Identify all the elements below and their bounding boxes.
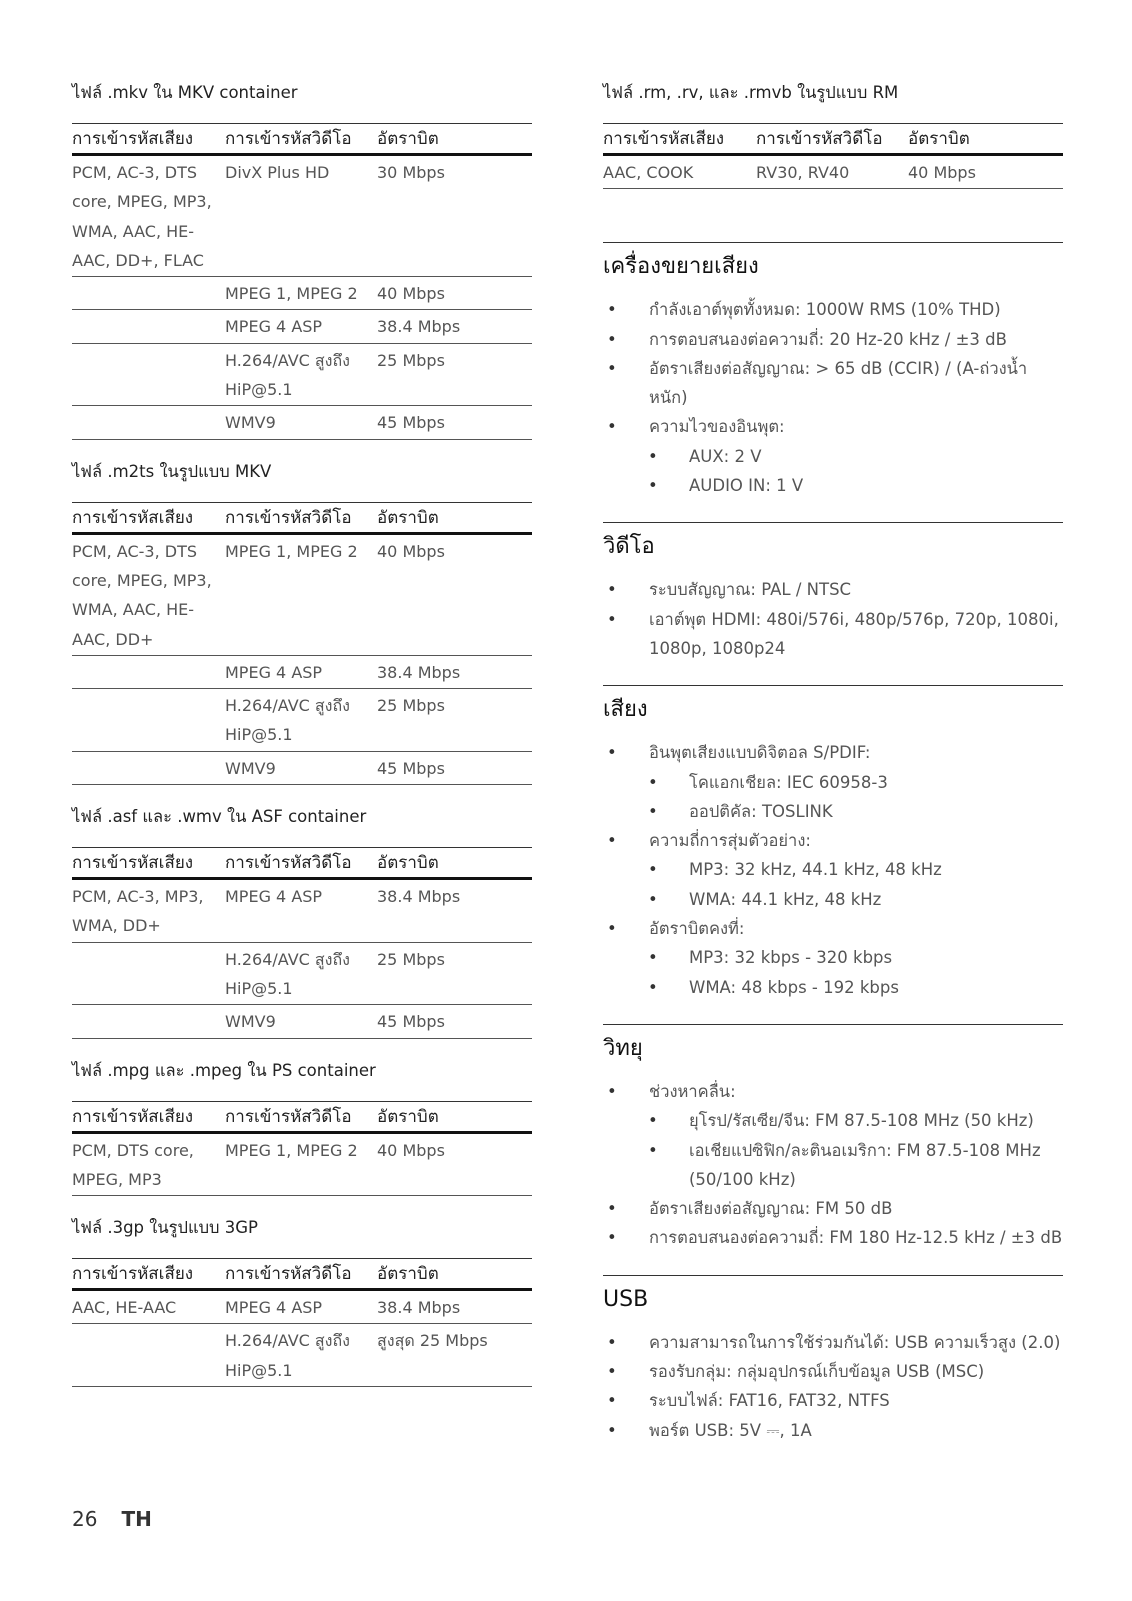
codec-table bbox=[72, 502, 532, 785]
bitrate-cell: สูงสุด 25 Mbps bbox=[377, 1324, 532, 1387]
codec-table bbox=[72, 847, 532, 1038]
table-title: ไฟล์ .mpg และ .mpeg ใน PS container bbox=[72, 1060, 376, 1080]
table-header bbox=[72, 848, 532, 879]
section-title: วิดีโอ bbox=[603, 534, 655, 560]
header-row bbox=[72, 1101, 532, 1132]
audio-codec-cell bbox=[72, 1005, 225, 1038]
audio-codec-cell bbox=[72, 343, 225, 406]
audio-codec-cell bbox=[72, 1324, 225, 1387]
header-row bbox=[72, 1259, 532, 1290]
table-body bbox=[72, 533, 532, 784]
audio-codec-header: การเข้ารหัสเสียง bbox=[72, 848, 225, 879]
spec-subitem: • โคแอกเชียล: IEC 60958-3 bbox=[603, 768, 1063, 797]
audio-codec-header: การเข้ารหัสเสียง bbox=[72, 502, 225, 533]
audio-codec-cell: PCM, AC-3, DTS core, MPEG, MP3, WMA, AAC, HE-AAC, DD+, FLAC bbox=[72, 155, 225, 277]
video-codec-cell: MPEG 4 ASP bbox=[225, 310, 377, 343]
bitrate-cell: 30 Mbps bbox=[377, 155, 532, 277]
spec-subitem: • WMA: 44.1 kHz, 48 kHz bbox=[603, 885, 1063, 914]
page-footer bbox=[72, 1507, 152, 1531]
table-header bbox=[603, 124, 1063, 155]
table-row bbox=[72, 533, 532, 655]
video-codec-cell: H.264/AVC สูงถึง HiP@5.1 bbox=[225, 1324, 377, 1387]
spec-subitem: • ยุโรป/รัสเซีย/จีน: FM 87.5-108 MHz (50 kHz) bbox=[603, 1106, 1063, 1135]
table-body bbox=[603, 155, 1063, 189]
header-row bbox=[603, 124, 1063, 155]
table-row bbox=[72, 277, 532, 310]
spec-item: • ความสามารถในการใช้ร่วมกันได้: USB ความเร็วสูง (2.0) bbox=[603, 1328, 1063, 1357]
spec-list bbox=[603, 1328, 1063, 1445]
spec-item: • ระบบไฟล์: FAT16, FAT32, NTFS bbox=[603, 1386, 1063, 1415]
spec-item: • รองรับกลุ่ม: กลุ่มอุปกรณ์เก็บข้อมูล USB (MSC) bbox=[603, 1357, 1063, 1386]
bitrate-cell: 40 Mbps bbox=[377, 533, 532, 655]
right-column bbox=[603, 76, 1063, 1445]
audio-codec-cell bbox=[72, 942, 225, 1005]
table-row bbox=[72, 655, 532, 688]
bitrate-cell: 45 Mbps bbox=[377, 1005, 532, 1038]
table-title: ไฟล์ .3gp ในรูปแบบ 3GP bbox=[72, 1218, 259, 1238]
spec-subitem: • ออปติคัล: TOSLINK bbox=[603, 797, 1063, 826]
video-codec-cell: MPEG 1, MPEG 2 bbox=[225, 533, 377, 655]
bitrate-cell: 25 Mbps bbox=[377, 942, 532, 1005]
bitrate-cell: 38.4 Mbps bbox=[377, 1290, 532, 1324]
video-codec-cell: RV30, RV40 bbox=[756, 155, 908, 189]
audio-codec-header: การเข้ารหัสเสียง bbox=[72, 1259, 225, 1290]
video-codec-cell: H.264/AVC สูงถึง HiP@5.1 bbox=[225, 343, 377, 406]
audio-codec-header: การเข้ารหัสเสียง bbox=[603, 124, 756, 155]
table-title: ไฟล์ .mkv ใน MKV container bbox=[72, 83, 298, 102]
codec-table bbox=[72, 1258, 532, 1387]
codec-table bbox=[72, 123, 532, 440]
audio-codec-cell: AAC, COOK bbox=[603, 155, 756, 189]
bitrate-cell: 38.4 Mbps bbox=[377, 655, 532, 688]
spec-list bbox=[603, 295, 1063, 500]
spec-item: • อินพุตเสียงแบบดิจิตอล S/PDIF: bbox=[603, 738, 1063, 767]
spec-section bbox=[603, 1275, 1063, 1445]
video-codec-cell: DivX Plus HD bbox=[225, 155, 377, 277]
table-row bbox=[72, 310, 532, 343]
bitrate-header: อัตราบิต bbox=[377, 1101, 532, 1132]
bitrate-header: อัตราบิต bbox=[377, 502, 532, 533]
table-body bbox=[72, 879, 532, 1038]
codec-table bbox=[72, 1101, 532, 1197]
spec-section bbox=[603, 242, 1063, 500]
spec-list bbox=[603, 738, 1063, 1002]
audio-codec-header: การเข้ารหัสเสียง bbox=[72, 124, 225, 155]
spec-item: • อัตราบิตคงที่: bbox=[603, 914, 1063, 943]
table-row bbox=[72, 406, 532, 439]
section-title: วิทยุ bbox=[603, 1035, 643, 1061]
audio-codec-cell bbox=[72, 689, 225, 752]
codec-table bbox=[603, 123, 1063, 189]
spec-item: • ความไวของอินพุต: bbox=[603, 412, 1063, 441]
video-codec-header: การเข้ารหัสวิดีโอ bbox=[225, 124, 377, 155]
video-codec-cell: MPEG 1, MPEG 2 bbox=[225, 277, 377, 310]
video-codec-cell: MPEG 1, MPEG 2 bbox=[225, 1132, 377, 1196]
header-row bbox=[72, 502, 532, 533]
bitrate-cell: 45 Mbps bbox=[377, 406, 532, 439]
table-header bbox=[72, 1259, 532, 1290]
spec-section bbox=[603, 1024, 1063, 1253]
table-body bbox=[72, 1290, 532, 1387]
video-codec-cell: H.264/AVC สูงถึง HiP@5.1 bbox=[225, 689, 377, 752]
spec-subitem: • WMA: 48 kbps - 192 kbps bbox=[603, 973, 1063, 1002]
video-codec-cell: MPEG 4 ASP bbox=[225, 879, 377, 943]
audio-codec-cell bbox=[72, 655, 225, 688]
spec-subitem: • AUDIO IN: 1 V bbox=[603, 471, 1063, 500]
audio-codec-cell bbox=[72, 277, 225, 310]
spec-list bbox=[603, 1077, 1063, 1253]
video-codec-cell: MPEG 4 ASP bbox=[225, 655, 377, 688]
bitrate-header: อัตราบิต bbox=[908, 124, 1063, 155]
audio-codec-cell bbox=[72, 406, 225, 439]
spec-item: • กำลังเอาต์พุตทั้งหมด: 1000W RMS (10% THD) bbox=[603, 295, 1063, 324]
bitrate-cell: 38.4 Mbps bbox=[377, 879, 532, 943]
spec-list bbox=[603, 575, 1063, 663]
left-column bbox=[72, 76, 532, 1407]
bitrate-cell: 40 Mbps bbox=[377, 277, 532, 310]
spec-item: • การตอบสนองต่อความถี่: FM 180 Hz-12.5 kHz / ±3 dB bbox=[603, 1223, 1063, 1252]
header-row bbox=[72, 848, 532, 879]
spec-subitem: • เอเชียแปซิฟิก/ละตินอเมริกา: FM 87.5-108 MHz (50/100 kHz) bbox=[603, 1136, 1063, 1195]
video-codec-cell: H.264/AVC สูงถึง HiP@5.1 bbox=[225, 942, 377, 1005]
audio-codec-cell: PCM, AC-3, DTS core, MPEG, MP3, WMA, AAC, HE-AAC, DD+ bbox=[72, 533, 225, 655]
table-title: ไฟล์ .asf และ .wmv ใน ASF container bbox=[72, 807, 367, 827]
section-title: เสียง bbox=[603, 697, 648, 723]
spec-sections bbox=[603, 242, 1063, 1445]
video-codec-header: การเข้ารหัสวิดีโอ bbox=[756, 124, 908, 155]
header-row bbox=[72, 124, 532, 155]
video-codec-cell: WMV9 bbox=[225, 406, 377, 439]
bitrate-cell: 25 Mbps bbox=[377, 689, 532, 752]
table-row bbox=[72, 942, 532, 1005]
video-codec-header: การเข้ารหัสวิดีโอ bbox=[225, 1101, 377, 1132]
table-row bbox=[72, 879, 532, 943]
section-title: USB bbox=[603, 1286, 649, 1312]
bitrate-cell: 38.4 Mbps bbox=[377, 310, 532, 343]
section-title: เครื่องขยายเสียง bbox=[603, 254, 759, 280]
spec-item: • การตอบสนองต่อความถี่: 20 Hz-20 kHz / ±3 dB bbox=[603, 325, 1063, 354]
bitrate-header: อัตราบิต bbox=[377, 124, 532, 155]
spec-section bbox=[603, 685, 1063, 1002]
video-codec-cell: MPEG 4 ASP bbox=[225, 1290, 377, 1324]
table-body bbox=[72, 1132, 532, 1196]
bitrate-header: อัตราบิต bbox=[377, 848, 532, 879]
video-codec-cell: WMV9 bbox=[225, 1005, 377, 1038]
spec-item: • เอาต์พุต HDMI: 480i/576i, 480p/576p, 720p, 1080i, 1080p, 1080p24 bbox=[603, 605, 1063, 664]
table-header bbox=[72, 502, 532, 533]
spec-item: • อัตราเสียงต่อสัญญาณ: FM 50 dB bbox=[603, 1194, 1063, 1223]
bitrate-cell: 40 Mbps bbox=[908, 155, 1063, 189]
video-codec-header: การเข้ารหัสวิดีโอ bbox=[225, 1259, 377, 1290]
audio-codec-cell: PCM, DTS core, MPEG, MP3 bbox=[72, 1132, 225, 1196]
table-row bbox=[72, 155, 532, 277]
video-codec-header: การเข้ารหัสวิดีโอ bbox=[225, 848, 377, 879]
spec-subitem: • MP3: 32 kbps - 320 kbps bbox=[603, 943, 1063, 972]
table-title: ไฟล์ .m2ts ในรูปแบบ MKV bbox=[72, 461, 272, 481]
bitrate-header: อัตราบิต bbox=[377, 1259, 532, 1290]
table-header bbox=[72, 124, 532, 155]
table-row bbox=[72, 689, 532, 752]
rm-format-block bbox=[603, 81, 1063, 189]
spec-item: • พอร์ต USB: 5V ⎓, 1A bbox=[603, 1416, 1063, 1445]
table-row bbox=[72, 1290, 532, 1324]
spec-section bbox=[603, 522, 1063, 663]
table-body bbox=[72, 155, 532, 440]
spec-subitem: • MP3: 32 kHz, 44.1 kHz, 48 kHz bbox=[603, 855, 1063, 884]
audio-codec-cell bbox=[72, 751, 225, 784]
spec-item: • ความถี่การสุ่มตัวอย่าง: bbox=[603, 826, 1063, 855]
table-row bbox=[72, 1132, 532, 1196]
table-header bbox=[72, 1101, 532, 1132]
bitrate-cell: 25 Mbps bbox=[377, 343, 532, 406]
audio-codec-header: การเข้ารหัสเสียง bbox=[72, 1101, 225, 1132]
page-number: 26 bbox=[72, 1507, 98, 1531]
audio-codec-cell: AAC, HE-AAC bbox=[72, 1290, 225, 1324]
table-row bbox=[72, 1324, 532, 1387]
audio-codec-cell: PCM, AC-3, MP3, WMA, DD+ bbox=[72, 879, 225, 943]
video-codec-cell: WMV9 bbox=[225, 751, 377, 784]
spec-item: • ช่วงหาคลื่น: bbox=[603, 1077, 1063, 1106]
table-row bbox=[603, 155, 1063, 189]
spec-subitem: • AUX: 2 V bbox=[603, 442, 1063, 471]
spec-item: • ระบบสัญญาณ: PAL / NTSC bbox=[603, 575, 1063, 604]
bitrate-cell: 40 Mbps bbox=[377, 1132, 532, 1196]
spec-item: • อัตราเสียงต่อสัญญาณ: > 65 dB (CCIR) / (A-ถ่วงน้ำหนัก) bbox=[603, 354, 1063, 413]
audio-codec-cell bbox=[72, 310, 225, 343]
table-row bbox=[72, 1005, 532, 1038]
language-code: TH bbox=[121, 1507, 152, 1531]
table-row bbox=[72, 751, 532, 784]
video-codec-header: การเข้ารหัสวิดีโอ bbox=[225, 502, 377, 533]
bitrate-cell: 45 Mbps bbox=[377, 751, 532, 784]
table-title: ไฟล์ .rm, .rv, และ .rmvb ในรูปแบบ RM bbox=[603, 83, 899, 102]
table-row bbox=[72, 343, 532, 406]
